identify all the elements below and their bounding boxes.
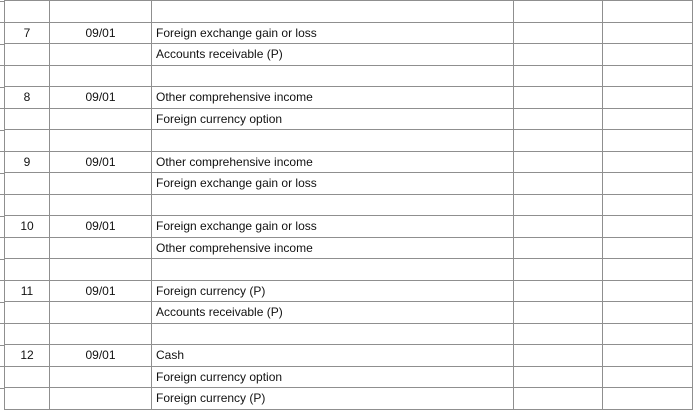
row-edge-mark [0,22,4,23]
row-edge-mark [0,44,4,45]
date-cell: 09/01 [50,151,152,173]
date-cell [50,44,152,66]
entry-number-cell: 10 [5,216,50,238]
date-cell: 09/01 [50,280,152,302]
entry-number-cell [5,388,50,410]
row-edge-mark [0,194,4,195]
debit-cell[interactable] [514,280,603,302]
date-cell: 09/01 [50,345,152,367]
table-row [5,151,693,173]
entry-number-cell [5,259,50,281]
account-title-cell[interactable]: Foreign exchange gain or loss [152,216,514,238]
credit-cell[interactable] [603,216,693,238]
debit-cell[interactable] [514,44,603,66]
table-row [5,280,693,302]
account-title-cell[interactable]: Other comprehensive income [152,87,514,109]
debit-cell[interactable] [514,323,603,345]
row-edge-mark [0,388,4,389]
credit-cell[interactable] [603,173,693,195]
date-cell [50,388,152,410]
debit-cell[interactable] [514,194,603,216]
journal-entry-body [5,1,693,410]
account-title-cell[interactable] [152,130,514,152]
credit-cell[interactable] [603,259,693,281]
credit-cell[interactable] [603,302,693,324]
row-edge-mark [0,345,4,346]
date-cell [50,194,152,216]
entry-number-cell [5,130,50,152]
row-edge-mark [0,151,4,152]
entry-number-cell [5,323,50,345]
row-edge-mark [0,130,4,131]
spacer-row [5,65,693,87]
date-cell [50,1,152,23]
debit-cell[interactable] [514,345,603,367]
credit-cell[interactable] [603,130,693,152]
row-edge-mark [0,1,4,2]
credit-cell[interactable] [603,1,693,23]
date-cell [50,323,152,345]
entry-number-cell [5,65,50,87]
credit-cell[interactable] [603,151,693,173]
row-edge-mark [0,302,4,303]
spacer-row [5,1,693,23]
credit-cell[interactable] [603,108,693,130]
credit-cell[interactable] [603,194,693,216]
entry-number-cell [5,366,50,388]
table-row [5,388,693,410]
spacer-row [5,194,693,216]
debit-cell[interactable] [514,259,603,281]
row-edge-mark [0,259,4,260]
date-cell: 09/01 [50,216,152,238]
debit-cell[interactable] [514,302,603,324]
row-edge-mark [0,65,4,66]
entry-number-cell [5,194,50,216]
credit-cell[interactable] [603,65,693,87]
account-title-cell[interactable] [152,65,514,87]
debit-cell[interactable] [514,237,603,259]
entry-number-cell [5,302,50,324]
date-cell: 09/01 [50,22,152,44]
debit-cell[interactable] [514,216,603,238]
table-row [5,22,693,44]
date-cell [50,130,152,152]
credit-cell[interactable] [603,237,693,259]
entry-number-cell: 11 [5,280,50,302]
debit-cell[interactable] [514,108,603,130]
date-cell [50,65,152,87]
account-title-cell[interactable] [152,194,514,216]
account-title-cell[interactable] [152,323,514,345]
account-title-cell[interactable]: Foreign exchange gain or loss [152,173,514,195]
credit-cell[interactable] [603,323,693,345]
table-row [5,366,693,388]
spacer-row [5,259,693,281]
debit-cell[interactable] [514,366,603,388]
table-row [5,44,693,66]
spacer-row [5,323,693,345]
credit-cell[interactable] [603,22,693,44]
credit-cell[interactable] [603,388,693,410]
row-edge-mark [0,280,4,281]
account-title-cell[interactable]: Other comprehensive income [152,151,514,173]
account-title-cell[interactable] [152,1,514,23]
row-edge-mark [0,173,4,174]
debit-cell[interactable] [514,130,603,152]
spacer-row [5,130,693,152]
entry-number-cell: 12 [5,345,50,367]
entry-number-cell [5,237,50,259]
date-cell [50,302,152,324]
date-cell [50,237,152,259]
account-title-cell[interactable]: Foreign currency (P) [152,388,514,410]
date-cell [50,108,152,130]
row-edge-mark [0,237,4,238]
account-title-cell[interactable]: Accounts receivable (P) [152,44,514,66]
row-edge-mark [0,108,4,109]
entry-number-cell [5,1,50,23]
debit-cell[interactable] [514,1,603,23]
credit-cell[interactable] [603,44,693,66]
debit-cell[interactable] [514,173,603,195]
row-edge-mark [0,323,4,324]
table-row [5,87,693,109]
date-cell [50,173,152,195]
row-edge-mark [0,87,4,88]
date-cell [50,259,152,281]
row-edge-mark [0,366,4,367]
entry-number-cell [5,44,50,66]
account-title-cell[interactable]: Foreign currency option [152,366,514,388]
debit-cell[interactable] [514,388,603,410]
table-row [5,302,693,324]
debit-cell[interactable] [514,22,603,44]
journal-entry-table [4,0,693,410]
account-title-cell[interactable]: Foreign exchange gain or loss [152,22,514,44]
table-row [5,345,693,367]
row-edge-mark [0,216,4,217]
credit-cell[interactable] [603,345,693,367]
table-row [5,237,693,259]
account-title-cell[interactable]: Other comprehensive income [152,237,514,259]
table-row [5,108,693,130]
entry-number-cell: 9 [5,151,50,173]
account-title-cell[interactable] [152,259,514,281]
account-title-cell[interactable]: Accounts receivable (P) [152,302,514,324]
credit-cell[interactable] [603,280,693,302]
table-row [5,173,693,195]
entry-number-cell: 8 [5,87,50,109]
debit-cell[interactable] [514,87,603,109]
table-row [5,216,693,238]
credit-cell[interactable] [603,366,693,388]
credit-cell[interactable] [603,87,693,109]
account-title-cell[interactable]: Cash [152,345,514,367]
debit-cell[interactable] [514,65,603,87]
account-title-cell[interactable]: Foreign currency (P) [152,280,514,302]
date-cell [50,366,152,388]
account-title-cell[interactable]: Foreign currency option [152,108,514,130]
entry-number-cell [5,108,50,130]
debit-cell[interactable] [514,151,603,173]
date-cell: 09/01 [50,87,152,109]
entry-number-cell [5,173,50,195]
entry-number-cell: 7 [5,22,50,44]
